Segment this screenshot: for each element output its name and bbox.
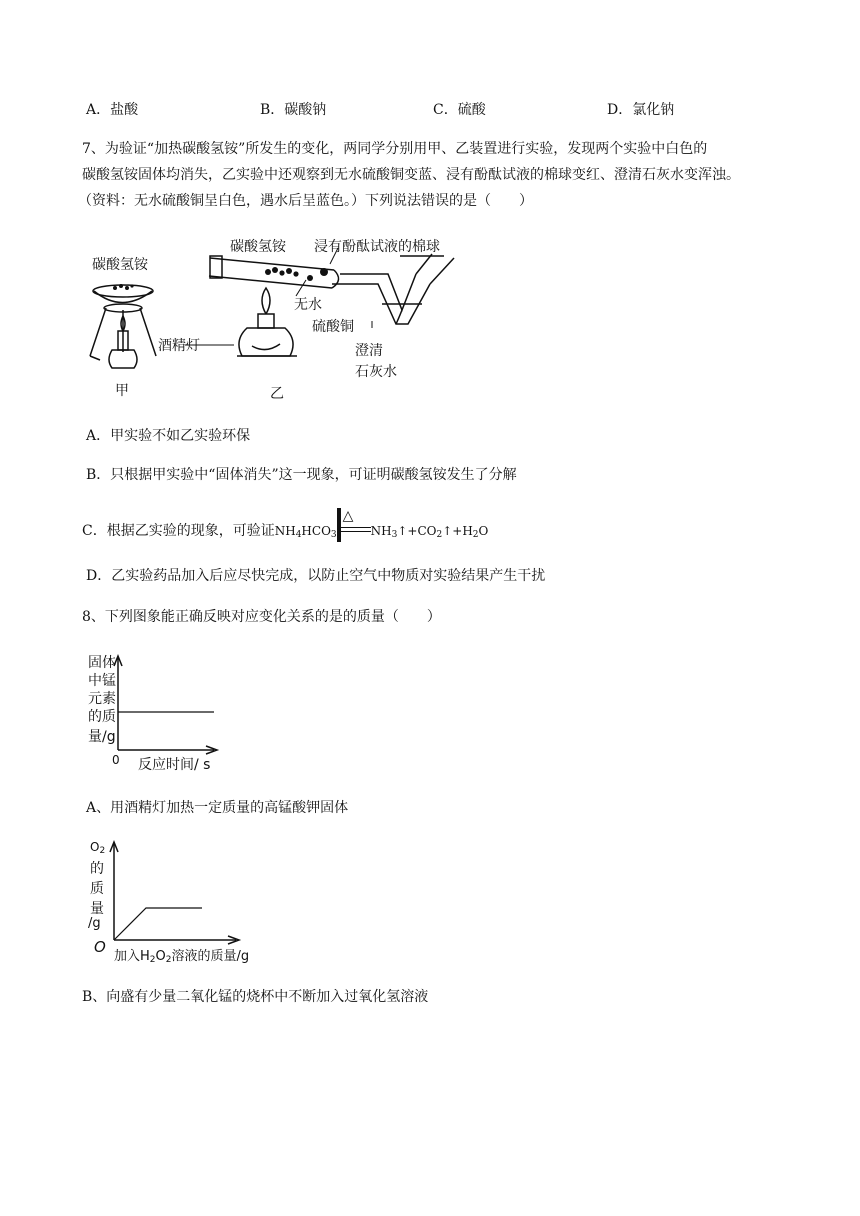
q8-graph-a (86, 650, 226, 775)
graph-a-xlabel: 反应时间/ s (138, 757, 211, 773)
q7-option-c-text: C．根据乙实验的现象，可验证 (82, 523, 275, 539)
graph-a-ylabel-5: 量/g (88, 729, 116, 745)
graph-b-ylabel-1: $O_2$ (90, 840, 106, 856)
yi-caption: 乙 (270, 386, 284, 402)
q6-option-c: C．硫酸 (433, 102, 486, 118)
heat-condition: △ (342, 508, 354, 524)
jia-caption: 甲 (115, 383, 129, 399)
graph-b-ylabel-3: 质 (90, 881, 104, 897)
graph-a-ylabel-3: 元素 (88, 691, 116, 707)
graph-b-origin: O (94, 938, 106, 956)
lime-label-2: 石灰水 (355, 364, 397, 380)
q8-stem: 8、下列图象能正确反映对应变化关系的是的质量（ ） (82, 609, 441, 625)
q6-option-b: B．碳酸钠 (260, 102, 327, 118)
jia-reagent-label: 碳酸氢铵 (92, 257, 148, 273)
reactant-formula: $NH_4HCO_3$ (274, 524, 337, 540)
lamp-label: 酒精灯 (158, 338, 200, 354)
q7-option-d: D．乙实验药品加入后应尽快完成，以防止空气中物质对实验结果产生干扰 (86, 568, 546, 584)
cotton-label: 浸有酚酞试液的棉球 (314, 239, 440, 255)
q7-stem-line3: （资料：无水硫酸铜呈白色，遇水后呈蓝色。）下列说法错误的是（ ） (78, 193, 533, 209)
q8-option-b: B、向盛有少量二氧化锰的烧杯中不断加入过氧化氢溶液 (82, 989, 429, 1005)
q8-option-a: A、用酒精灯加热一定质量的高锰酸钾固体 (86, 800, 349, 816)
cuso4-label-2: 硫酸铜 (312, 319, 354, 335)
q6-option-d: D．氯化钠 (607, 102, 675, 118)
products-formula: $NH_3↑+CO_2↑+H_2O$ (370, 524, 489, 540)
q7-stem-line1: 7、为验证“加热碳酸氢铵”所发生的变化，两同学分别用甲、乙装置进行实验，发现两个实验中白色的 (82, 141, 708, 157)
q8-graph-b (86, 836, 266, 970)
graph-a-ylabel-2: 中锰 (88, 673, 116, 689)
graph-a-ylabel-1: 固体 (88, 655, 116, 671)
q7-option-b: B．只根据甲实验中“固体消失”这一现象，可证明碳酸氢铵发生了分解 (86, 467, 517, 483)
graph-b-ylabel-2: 的 (90, 861, 104, 877)
graph-a-ylabel-4: 的质 (88, 709, 116, 725)
q7-option-c (82, 508, 489, 540)
q7-option-a: A．甲实验不如乙实验环保 (86, 428, 251, 444)
cuso4-label-1: 无水 (294, 297, 322, 313)
graph-a-origin: 0 (112, 753, 120, 767)
q6-option-a: A．盐酸 (86, 102, 139, 118)
graph-b-ylabel-4: 量 (90, 901, 104, 917)
q7-stem-line2: 碳酸氢铵固体均消失，乙实验中还观察到无水硫酸铜变蓝、浸有酚酞试液的棉球变红、澄清石灰水变浑浊。 (82, 167, 740, 183)
graph-b-xlabel: 加入$H_2O_2$溶液的质量/g (114, 949, 250, 965)
graph-b-line (114, 908, 202, 940)
q7-apparatus-figure (82, 228, 482, 403)
reaction-arrow (337, 508, 371, 540)
lime-label-1: 澄清 (355, 343, 383, 359)
graph-b-ylabel-5: /g (88, 916, 101, 931)
yi-reagent-label: 碳酸氢铵 (230, 239, 286, 255)
